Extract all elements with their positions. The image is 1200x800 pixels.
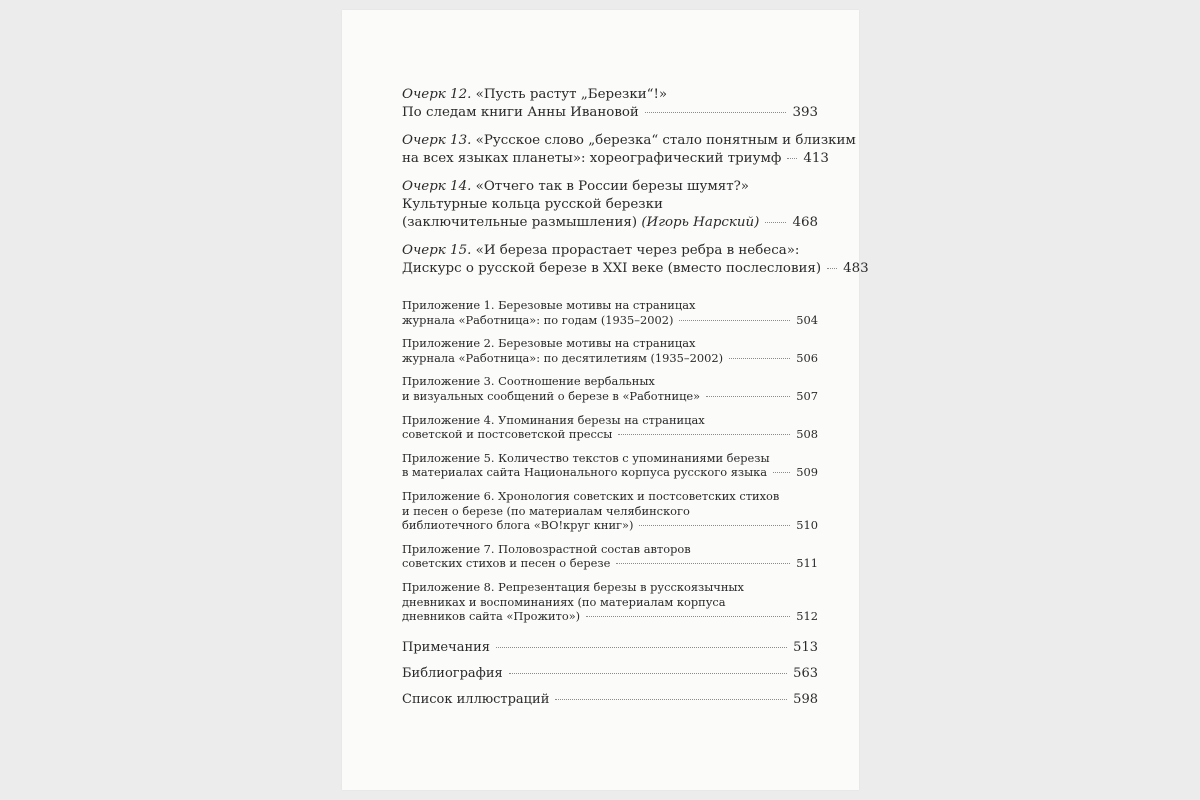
- section-gap: [402, 288, 818, 298]
- dot-leader: [765, 222, 786, 223]
- page-number: 413: [803, 151, 829, 166]
- appendix-last-line: [402, 518, 818, 533]
- page-number: 504: [796, 312, 818, 327]
- appendix-subtitle: дневников сайта «Прожито»): [402, 609, 581, 624]
- appendix-subtitle: советской и постсоветской прессы: [402, 427, 613, 442]
- essay-label: Очерк 15.: [402, 243, 472, 258]
- essay-title: «И береза прорастает через ребра в небеса»:: [475, 243, 800, 258]
- dot-leader: [509, 673, 787, 674]
- dot-leader: [706, 396, 790, 397]
- page-number: 506: [796, 350, 818, 365]
- essay-title: «Пусть растут „Березки“!»: [475, 87, 668, 102]
- dot-leader: [639, 525, 790, 526]
- table-of-contents: [402, 86, 869, 717]
- toc-entry-last-line: [402, 104, 818, 122]
- page-number: 510: [796, 518, 818, 533]
- backmatter-line: [402, 691, 818, 709]
- page-number: 393: [792, 105, 818, 120]
- toc-entry-appendix-7: [402, 542, 818, 571]
- dot-leader: [679, 320, 790, 321]
- dot-leader: [496, 647, 787, 648]
- toc-entry-appendix-8: [402, 580, 818, 624]
- backmatter-title: Библиография: [402, 665, 503, 681]
- toc-entry-appendix-2: [402, 336, 818, 365]
- toc-entry-essay-14: [402, 178, 818, 232]
- toc-entry-title-line: [402, 178, 818, 196]
- appendix-title-line: Приложение 4. Упоминания березы на страницах: [402, 412, 705, 427]
- essay-subtitle: [402, 214, 759, 232]
- page-number: 563: [793, 665, 818, 681]
- dot-leader: [787, 158, 797, 159]
- appendix-middle-line: дневниках и воспоминаниях (по материалам корпуса: [402, 594, 726, 609]
- appendix-last-line: [402, 465, 818, 480]
- appendix-last-line: [402, 427, 818, 442]
- appendix-title-line: Приложение 7. Половозрастной состав авторов: [402, 541, 691, 556]
- page-number: 513: [793, 639, 818, 655]
- backmatter-title: Список иллюстраций: [402, 691, 550, 707]
- appendix-last-line: [402, 556, 818, 571]
- page-number: 509: [796, 465, 818, 480]
- appendix-title-line: Приложение 2. Березовые мотивы на страницах: [402, 336, 696, 351]
- appendix-subtitle: журнала «Работница»: по годам (1935–2002): [402, 312, 674, 327]
- essay-label: Очерк 14.: [402, 179, 472, 194]
- dot-leader: [586, 616, 790, 617]
- essay-subtitle-text: (заключительные размышления): [402, 215, 638, 230]
- toc-entry-appendix-1: [402, 298, 818, 327]
- essay-author: (Игорь Нарский): [641, 215, 760, 230]
- dot-leader: [729, 358, 790, 359]
- dot-leader: [773, 472, 790, 473]
- appendix-subtitle: библиотечного блога «ВО!круг книг»): [402, 518, 634, 533]
- essay-subtitle: на всех языках планеты»: хореографический триумф: [402, 151, 782, 166]
- page-number: 512: [796, 609, 818, 624]
- appendix-middle-line: и песен о березе (по материалам челябинского: [402, 503, 690, 518]
- toc-entry-appendix-3: [402, 374, 818, 403]
- backmatter-line: [402, 665, 818, 683]
- essay-subtitle: По следам книги Анны Ивановой: [402, 105, 639, 120]
- dot-leader: [616, 563, 790, 564]
- dot-leader: [618, 434, 790, 435]
- page-number: 598: [793, 691, 818, 707]
- toc-entry-bibliography: [402, 665, 818, 683]
- appendix-title-line: Приложение 1. Березовые мотивы на страницах: [402, 298, 696, 312]
- appendix-last-line: [402, 609, 818, 624]
- appendix-subtitle: и визуальных сообщений о березе в «Работнице»: [402, 388, 701, 403]
- essay-label: Очерк 12.: [402, 87, 472, 102]
- dot-leader: [827, 268, 837, 269]
- toc-entry-middle-line: Культурные кольца русской березки: [402, 197, 663, 212]
- essay-subtitle: Дискурс о русской березе в XXI веке (вместо послесловия): [402, 261, 822, 276]
- page-number: 468: [792, 215, 818, 230]
- page-number: 511: [796, 556, 818, 571]
- essay-label: Очерк 13.: [402, 133, 472, 148]
- toc-entry-illustrations: [402, 691, 818, 709]
- appendix-subtitle: в материалах сайта Национального корпуса русского языка: [402, 465, 768, 480]
- toc-entry-last-line: [402, 150, 829, 168]
- toc-entry-last-line: [402, 260, 869, 278]
- essay-title: «Отчего так в России березы шумят?»: [475, 179, 749, 194]
- toc-entry-essay-15: [402, 242, 869, 278]
- backmatter-line: [402, 639, 818, 657]
- toc-entry-appendix-5: [402, 451, 818, 480]
- dot-leader: [555, 699, 787, 700]
- appendix-title-line: Приложение 6. Хронология советских и постсоветских стихов: [402, 488, 780, 503]
- appendix-title-line: Приложение 3. Соотношение вербальных: [402, 374, 655, 389]
- toc-entry-notes: [402, 639, 818, 657]
- essay-title: «Русское слово „березка“ стало понятным и близким: [475, 133, 856, 148]
- appendix-title-line: Приложение 8. Репрезентация березы в русскоязычных: [402, 579, 744, 594]
- toc-entry-title-line: [402, 242, 818, 260]
- appendix-subtitle: советских стихов и песен о березе: [402, 556, 611, 571]
- dot-leader: [645, 112, 787, 113]
- page-number: 483: [843, 261, 869, 276]
- toc-entry-title-line: [402, 86, 818, 104]
- appendix-last-line: [402, 389, 818, 404]
- toc-entry-essay-12: [402, 86, 818, 122]
- book-page: [342, 10, 869, 790]
- page-number: 508: [796, 427, 818, 442]
- toc-entry-appendix-4: [402, 413, 818, 442]
- toc-entry-last-line: [402, 214, 818, 232]
- page-number: 507: [796, 388, 818, 403]
- toc-entry-appendix-6: [402, 489, 818, 533]
- appendix-last-line: [402, 351, 818, 366]
- appendix-subtitle: журнала «Работница»: по десятилетиям (1935–2002): [402, 350, 724, 365]
- toc-entry-title-line: [402, 132, 856, 150]
- appendix-title-line: Приложение 5. Количество текстов с упоминаниями березы: [402, 450, 770, 465]
- toc-entry-essay-13: [402, 132, 856, 168]
- appendix-last-line: [402, 313, 818, 328]
- backmatter-title: Примечания: [402, 639, 491, 655]
